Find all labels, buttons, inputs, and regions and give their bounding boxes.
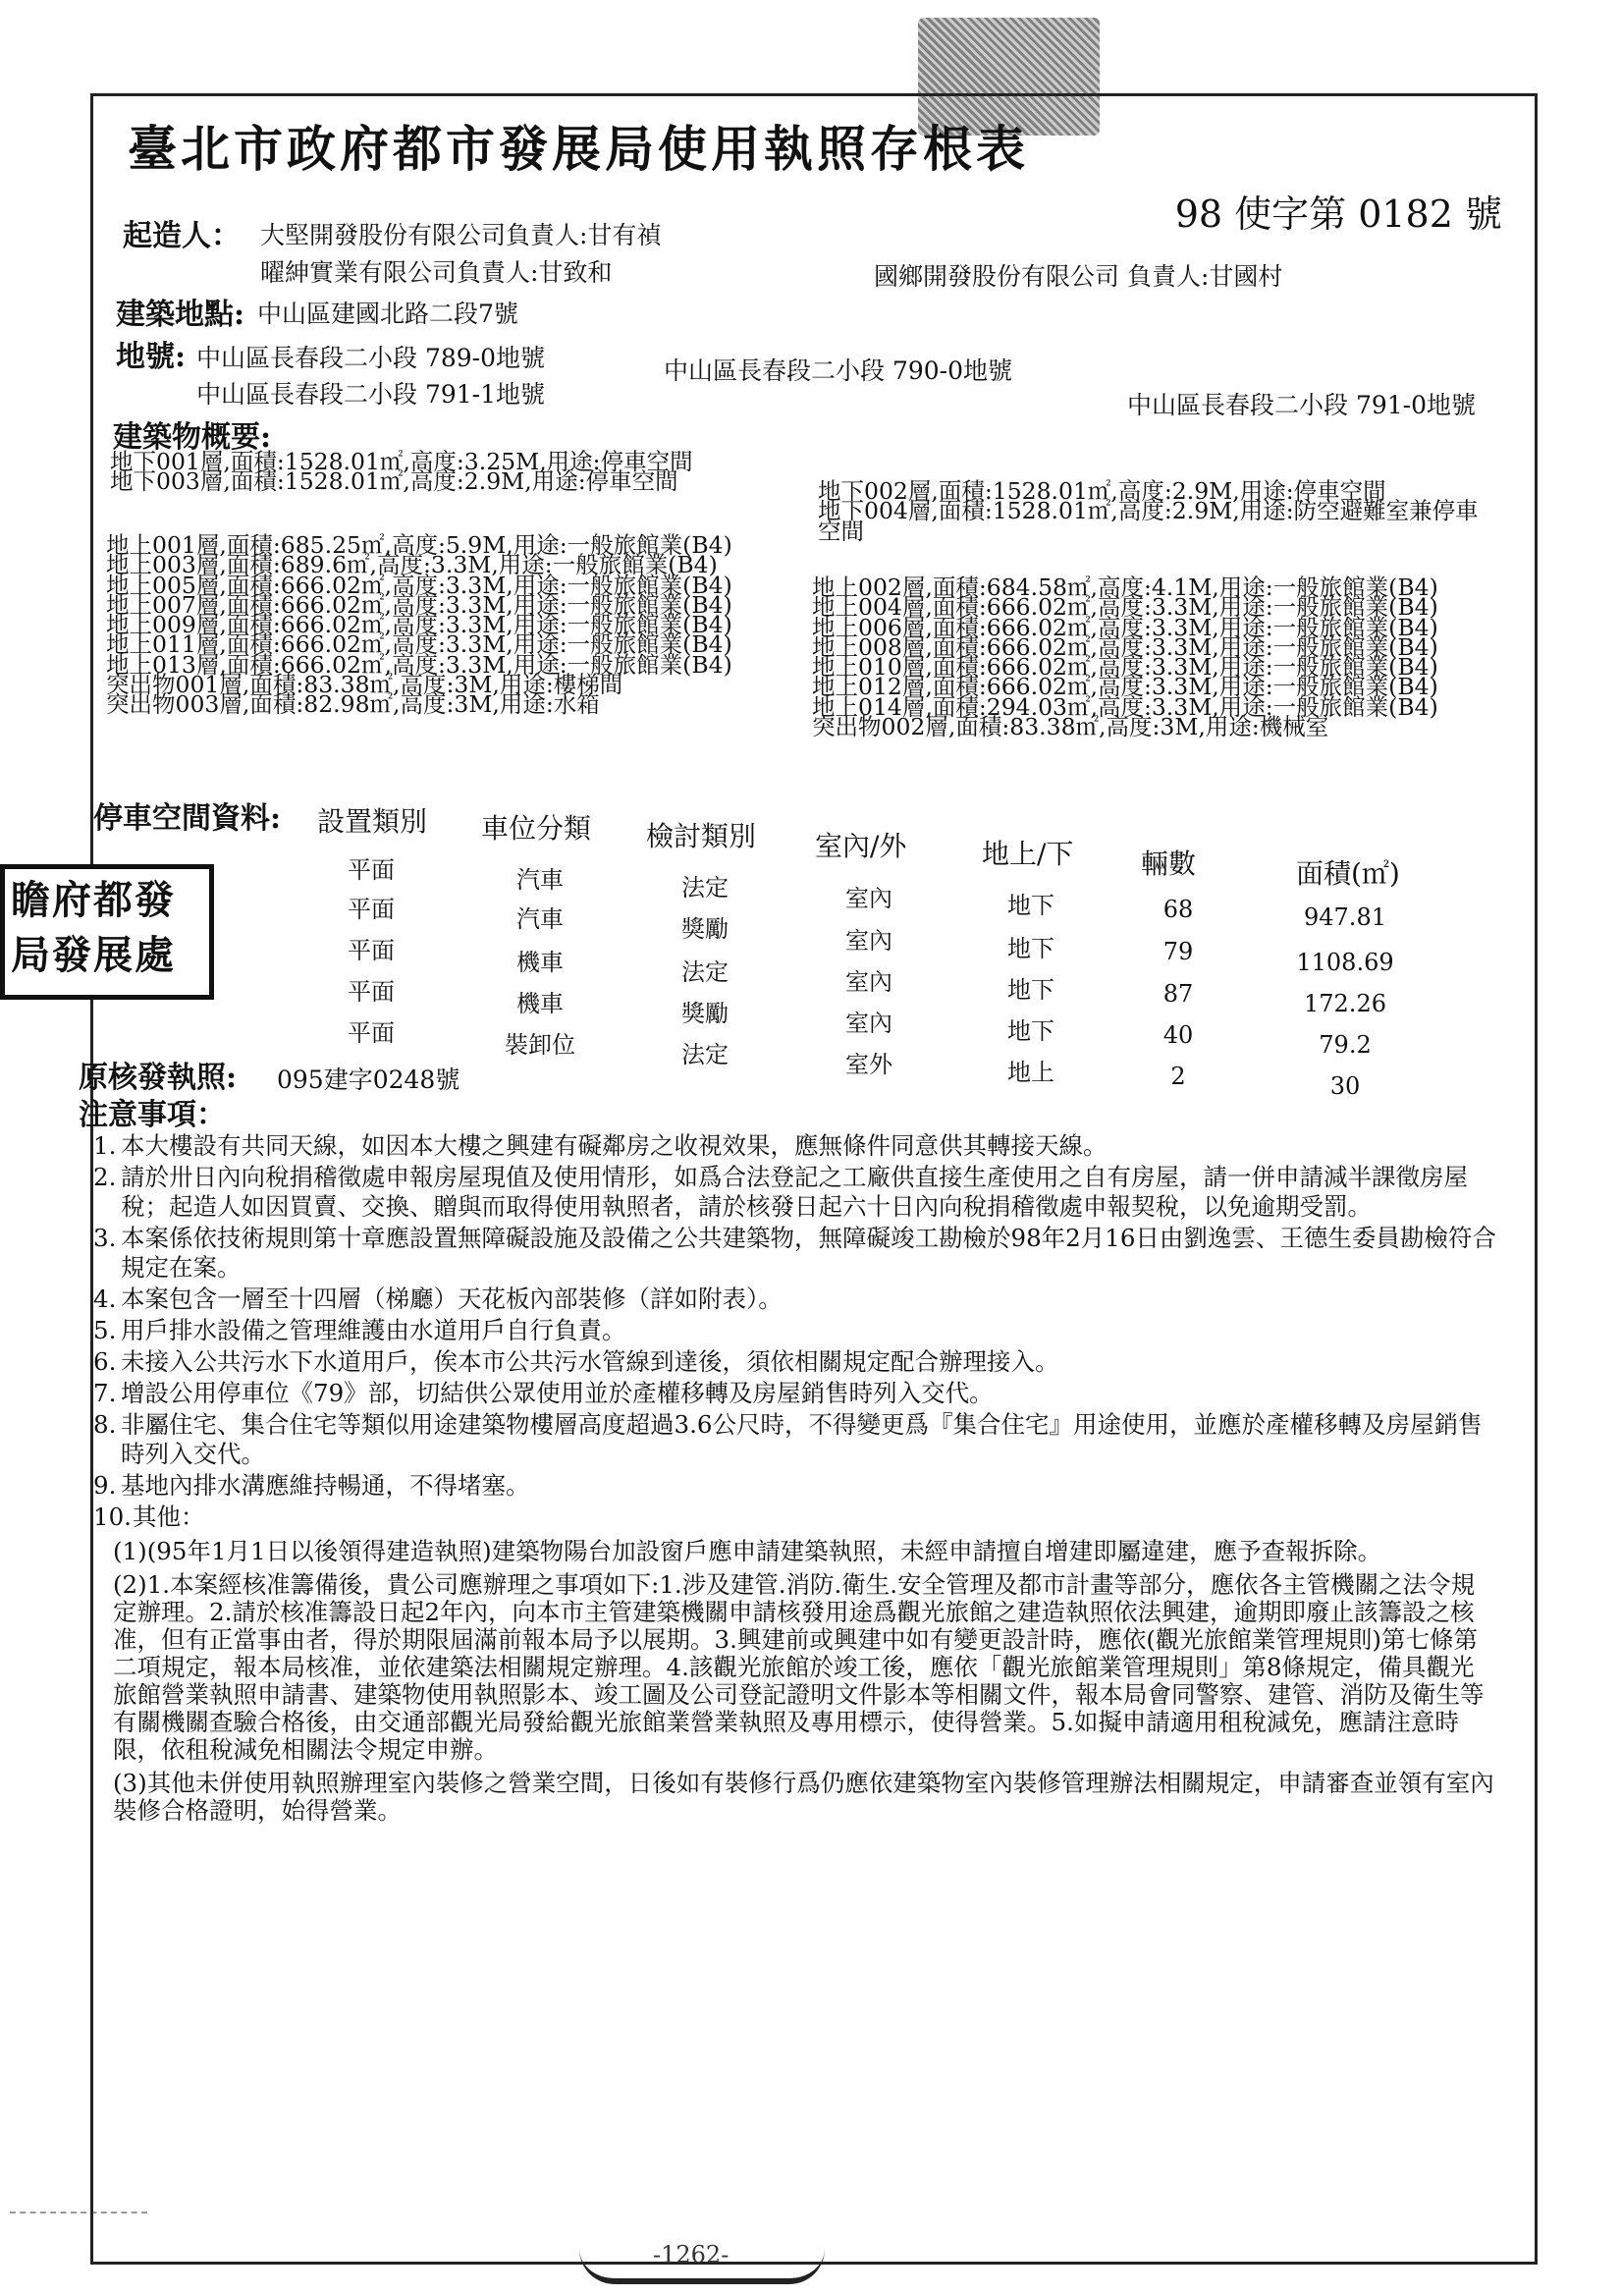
site-value: 中山區建國北路二段7號 (257, 300, 518, 328)
parking-cell: 機車 (516, 949, 564, 976)
document-title: 臺北市政府都市發展局使用執照存根表 (128, 120, 1029, 178)
note-item (93, 1379, 1497, 1408)
floor-entry: 地上012層,面積:666.02㎡,高度:3.3M,用途:一般旅館業(B4) (812, 673, 1438, 701)
parking-cell: 79 (1162, 938, 1194, 965)
parking-cell: 平面 (348, 896, 395, 923)
parking-cell: 30 (1329, 1072, 1361, 1100)
parking-cell: 法定 (681, 958, 729, 986)
parking-cell: 室內 (845, 885, 892, 912)
floor-entry: 地上008層,面積:666.02㎡,高度:3.3M,用途:一般旅館業(B4) (812, 632, 1438, 661)
note-text: 請於卅日內向稅捐稽徵處申報房屋現值及使用情形，如爲合法登記之工廠供直接生產使用之自有房屋，請一併申請減半課徵房屋稅；起造人如因買賣、交換、贈與而取得使用執照者，請於核發日起六十日內向稅捐稽徵處申報契稅，以免逾期受罰。 (121, 1163, 1468, 1221)
note-number: 8. (93, 1410, 117, 1439)
parking-cell: 平面 (348, 937, 395, 964)
note-text: 未接入公共污水下水道用戶，俟本市公共污水管線到達後，須依相關規定配合辦理接入。 (121, 1347, 1059, 1376)
applicant-label: 起造人： (123, 219, 241, 253)
official-seal (0, 864, 214, 1000)
parking-header: 車位分類 (481, 812, 592, 845)
floor-entry: 地上010層,面積:666.02㎡,高度:3.3M,用途:一般旅館業(B4) (812, 653, 1438, 682)
note-item (93, 1410, 1497, 1469)
applicant-line-1: 大堅開發股份有限公司負責人:甘有禎 (260, 221, 662, 249)
parking-header: 檢討類別 (646, 820, 757, 852)
note-number: 10. (93, 1503, 132, 1531)
note-item (93, 1471, 1497, 1501)
parking-header: 設置類別 (317, 805, 428, 838)
lot-item: 中山區長春段二小段 791-0地號 (1127, 391, 1477, 419)
floor-entry: 空間 (818, 517, 864, 545)
parking-cell: 法定 (681, 874, 729, 902)
parking-header: 輛數 (1141, 847, 1197, 880)
upper-floors-left (106, 531, 732, 719)
floor-entry: 地下004層,面積:1528.01㎡,高度:2.9M,用途:防空避難室兼停車 (818, 497, 1479, 525)
floor-entry: 地上002層,面積:684.58㎡,高度:4.1M,用途:一般旅館業(B4) (812, 574, 1438, 601)
note-number: 2. (93, 1163, 117, 1191)
note-number: 5. (93, 1316, 117, 1344)
parking-cell: 獎勵 (681, 915, 729, 943)
parking-cell: 室內 (845, 927, 892, 955)
seal-lettering: 瞻府都發局發展處 (11, 877, 176, 978)
note-text: 增設公用停車位《79》部，切結供公眾使用並於產權移轉及房屋銷售時列入交代。 (121, 1379, 994, 1407)
floor-entry: 地上001層,面積:685.25㎡,高度:5.9M,用途:一般旅館業(B4) (106, 531, 732, 559)
parking-cell: 室外 (845, 1051, 892, 1078)
note-item (93, 1347, 1497, 1377)
overview-label: 建築物概要: (113, 420, 272, 455)
parking-cell: 172.26 (1304, 990, 1386, 1017)
parking-cell: 地下 (1007, 892, 1054, 919)
note-item (93, 1316, 1497, 1345)
parking-cell: 汽車 (516, 905, 564, 933)
parking-cell: 1108.69 (1296, 949, 1394, 976)
upper-floors-right (812, 574, 1438, 741)
site-label: 建築地點: (116, 298, 245, 332)
parking-cell: 裝卸位 (505, 1031, 575, 1059)
parking-cell: 87 (1162, 980, 1194, 1008)
document-number: 98 使字第 0182 號 (1174, 192, 1502, 236)
parking-cell: 獎勵 (681, 1000, 729, 1027)
note-number: 9. (93, 1471, 117, 1500)
note-item (93, 1163, 1497, 1222)
parking-label: 停車空間資料: (93, 801, 282, 836)
lot-item: 中山區長春段二小段 789-0地號 (196, 344, 546, 372)
footer-page-mark (579, 2241, 825, 2284)
floor-entry: 地上013層,面積:666.02㎡,高度:3.3M,用途:一般旅館業(B4) (106, 650, 732, 679)
other-item: (2)1.本案經核准籌備後，貴公司應辦理之事項如下:1.涉及建管.消防.衛生.安全管理及都市計畫等部分，應依各主管機關之法令規定辦理。2.請於核准籌設日起2年內，向本市主管建築機關申請核發用途爲觀光旅館之建造執照依法興建，逾期即廢止該籌設之核准，但有正當事由者，得於期限屆滿前報本局予以展期。3.興建前或興建中如有變更設計時，應依(觀光旅館業管理規則)第七條第二項規定，報本局核准，並依建築法相關規定辦理。4.該觀光旅館於竣工後，應依「觀光旅館業管理規則」第8條規定，備具觀光旅館營業執照申請書、建築物使用執照影本、竣工圖及公司登記證明文件影本等相關文件，報本局會同警察、建管、消防及衛生等有關機關查驗合格後，由交通部觀光局發給觀光旅館業營業執照及專用標示，使得營業。5.如擬申請適用租稅減免，應請注意時限，依租稅減免相關法令規定申辦。 (113, 1570, 1485, 1764)
parking-cell: 法定 (681, 1041, 729, 1068)
parking-header: 地上/下 (982, 838, 1074, 870)
note-text: 非屬住宅、集合住宅等類似用途建築物樓層高度超過3.6公尺時，不得變更爲『集合住宅』用途使用，並應於產權移轉及房屋銷售時列入交代。 (121, 1410, 1483, 1468)
note-item (93, 1224, 1497, 1283)
floor-entry: 地上003層,面積:689.6㎡,高度:3.3M,用途:一般旅館業(B4) (106, 551, 718, 579)
lot-item: 中山區長春段二小段 790-0地號 (664, 356, 1013, 385)
floor-entry: 地上004層,面積:666.02㎡,高度:3.3M,用途:一般旅館業(B4) (812, 593, 1438, 622)
note-text: 其他： (133, 1503, 205, 1531)
applicant-line-3: 國鄉開發股份有限公司 負責人:甘國村 (874, 262, 1283, 291)
original-license-label: 原核發執照: (79, 1061, 238, 1095)
basement-floors-left (110, 448, 693, 496)
basement-floors-right (818, 477, 1479, 545)
floor-entry: 地上009層,面積:666.02㎡,高度:3.3M,用途:一般旅館業(B4) (106, 611, 732, 639)
original-license-value: 095建字0248號 (277, 1066, 460, 1094)
floor-entry: 地上014層,面積:294.03㎡,高度:3.3M,用途:一般旅館業(B4) (812, 692, 1438, 721)
note-number: 6. (93, 1347, 117, 1376)
note-item (93, 1131, 1497, 1161)
floor-entry: 地上005層,面積:666.02㎡,高度:3.3M,用途:一般旅館業(B4) (106, 571, 732, 599)
floor-entry: 突出物001層,面積:83.38㎡,高度:3M,用途:樓梯間 (106, 671, 623, 699)
parking-cell: 室內 (845, 968, 892, 996)
floor-entry: 地下003層,面積:1528.01㎡,高度:2.9M,用途:停車空間 (110, 467, 678, 496)
floor-entry: 地下002層,面積:1528.01㎡,高度:2.9M,用途:停車空間 (818, 477, 1386, 505)
note-text: 本案係依技術規則第十章應設置無障礙設施及設備之公共建築物，無障礙竣工勘檢於98年2月16日由劉逸雲、王德生委員勘檢符合規定在案。 (121, 1224, 1496, 1282)
note-number: 1. (93, 1131, 117, 1160)
note-item (93, 1285, 1497, 1314)
note-text: 本大樓設有共同天線，如因本大樓之興建有礙鄰房之收視效果，應無條件同意供其轉接天線。 (121, 1131, 1108, 1160)
parking-cell: 地下 (1007, 935, 1054, 962)
parking-cell: 68 (1162, 896, 1194, 923)
parking-cell: 汽車 (516, 866, 564, 894)
parking-cell: 2 (1170, 1063, 1186, 1090)
floor-entry: 地上011層,面積:666.02㎡,高度:3.3M,用途:一般旅館業(B4) (106, 630, 732, 659)
note-number: 4. (93, 1285, 117, 1313)
parking-cell: 地上 (1007, 1059, 1054, 1086)
notes-list (93, 1131, 1497, 1825)
parking-cell: 79.2 (1319, 1031, 1372, 1059)
parking-cell: 947.81 (1304, 903, 1386, 931)
note-text: 本案包含一層至十四層（梯廳）天花板內部裝修（詳如附表）。 (121, 1285, 783, 1313)
parking-cell: 平面 (348, 1019, 395, 1047)
parking-cell: 室內 (845, 1010, 892, 1037)
other-item: (3)其他未併使用執照辦理室內裝修之營業空間，日後如有裝修行爲仍應依建築物室內裝修管理辦法相關規定，申請審查並領有室內裝修合格證明，始得營業。 (113, 1769, 1494, 1825)
lot-label: 地號: (116, 340, 187, 374)
floor-entry: 地上006層,面積:666.02㎡,高度:3.3M,用途:一般旅館業(B4) (812, 613, 1438, 641)
floor-entry: 突出物002層,面積:83.38㎡,高度:3M,用途:機械室 (812, 713, 1329, 741)
footer-page-number: -1262- (653, 2241, 729, 2269)
parking-cell: 平面 (348, 856, 395, 884)
note-text: 用戶排水設備之管理維護由水道用戶自行負責。 (121, 1316, 626, 1344)
parking-header: 室內/外 (815, 830, 907, 862)
note-text: 基地內排水溝應維持暢通，不得堵塞。 (121, 1471, 530, 1500)
parking-cell: 地下 (1007, 1017, 1054, 1045)
note-number: 3. (93, 1224, 117, 1252)
notes-label: 注意事項： (79, 1098, 226, 1132)
floor-entry: 突出物003層,面積:82.98㎡,高度:3M,用途:水箱 (106, 690, 600, 719)
lot-item: 中山區長春段二小段 791-1地號 (196, 380, 546, 409)
floor-entry: 地下001層,面積:1528.01㎡,高度:3.25M,用途:停車空間 (110, 448, 693, 475)
parking-cell: 機車 (516, 990, 564, 1017)
parking-cell: 平面 (348, 978, 395, 1006)
note-item (93, 1503, 1497, 1532)
parking-cell: 地下 (1007, 976, 1054, 1004)
applicant-line-2: 曜紳實業有限公司負責人:甘致和 (260, 258, 613, 287)
parking-cell: 40 (1162, 1021, 1194, 1049)
parking-header: 面積(㎡) (1296, 857, 1400, 890)
other-item: (1)(95年1月1日以後領得建造執照)建築物陽台加設窗戶應申請建築執照，未經申請擅自增建即屬違建，應予查報拆除。 (113, 1537, 1382, 1565)
floor-entry: 地上007層,面積:666.02㎡,高度:3.3M,用途:一般旅館業(B4) (106, 590, 732, 619)
note-number: 7. (93, 1379, 117, 1407)
